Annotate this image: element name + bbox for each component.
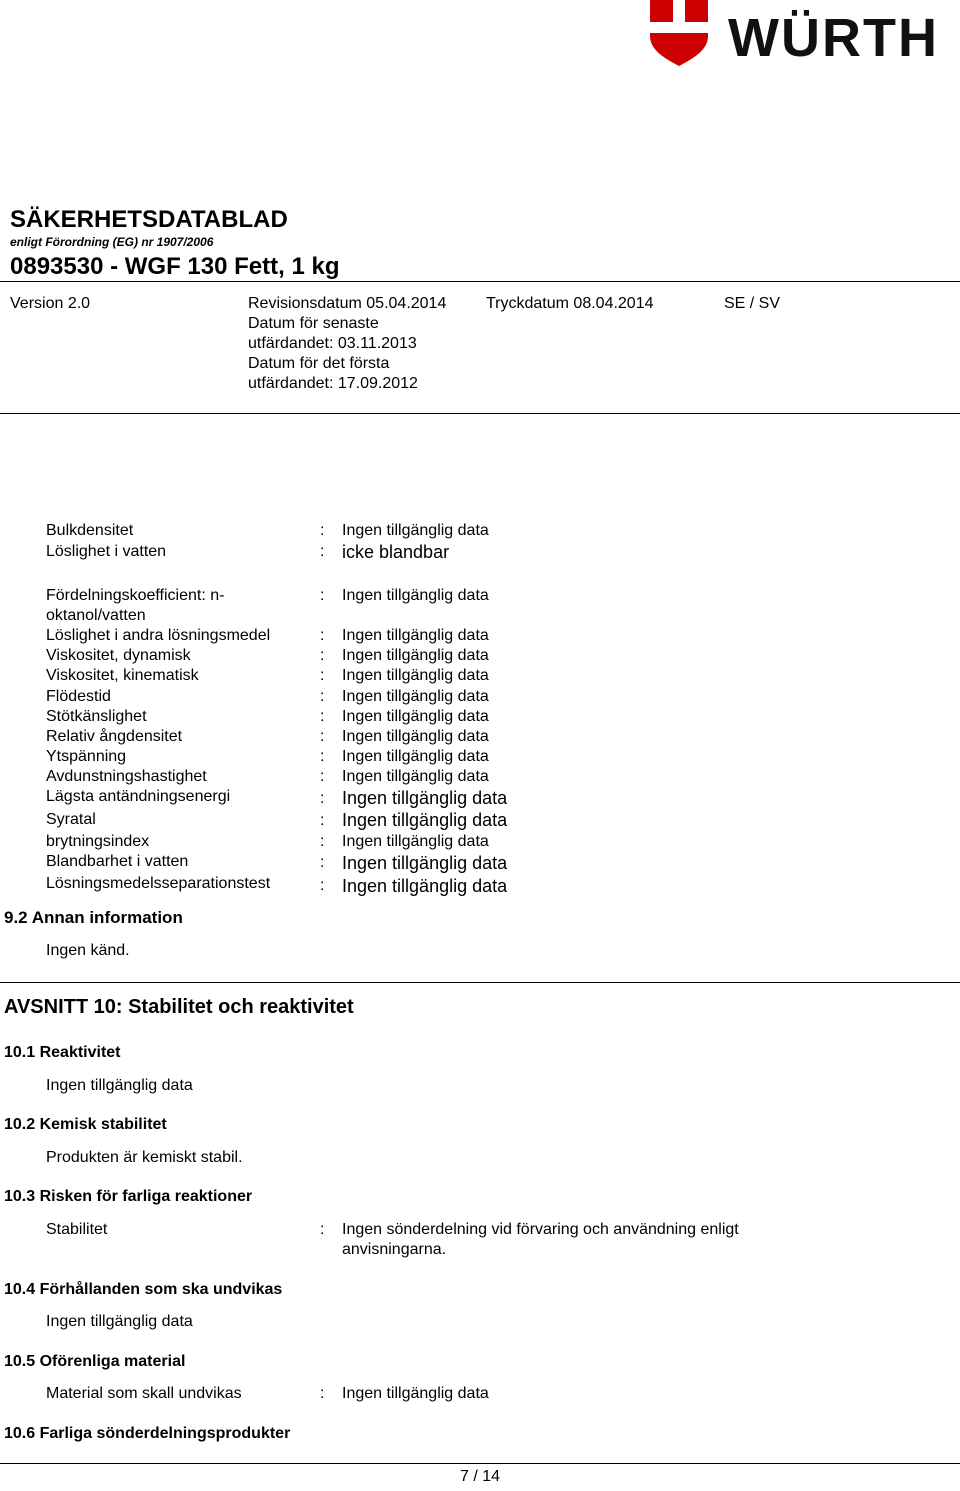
property-label: Viskositet, kinematisk [46,667,199,684]
property-label: Stötkänslighet [46,708,147,725]
property-label: Löslighet i andra lösningsmedel [46,627,271,644]
property-value: Ingen tillgänglig data [342,587,489,604]
property-value: Ingen tillgänglig data [342,647,489,664]
section-10-2-text: Produkten är kemiskt stabil. [46,1149,243,1166]
header-divider-top [0,281,960,282]
property-colon: : [320,688,325,705]
first-issue-line2: utfärdandet: 17.09.2012 [248,375,418,392]
property-value: icke blandbar [342,542,450,562]
property-value: Ingen tillgänglig data [342,833,489,850]
section-10-5-heading: 10.5 Oförenliga material [4,1353,186,1370]
section-10-5-value: Ingen tillgänglig data [342,1385,489,1402]
property-label: Löslighet i vatten [46,543,167,560]
property-label-cont: oktanol/vatten [46,607,146,624]
section-divider [0,982,960,983]
property-label: Blandbarhet i vatten [46,853,189,870]
section-10-1-heading: 10.1 Reaktivitet [4,1044,121,1061]
property-colon: : [320,728,325,745]
section-10-3-colon: : [320,1221,325,1238]
section-10-3-label: Stabilitet [46,1221,108,1238]
property-colon: : [320,708,325,725]
section-10-5-colon: : [320,1385,325,1402]
property-value: Ingen tillgänglig data [342,627,489,644]
property-colon: : [320,812,325,829]
first-issue-line1: Datum för det första [248,355,390,372]
document-title: SÄKERHETSDATABLAD [10,206,288,233]
language-code: SE / SV [724,295,781,312]
wurth-logo [648,0,960,68]
version-label: Version 2.0 [10,295,91,312]
property-value: Ingen tillgänglig data [342,853,508,873]
section-10-1-text: Ingen tillgänglig data [46,1077,193,1094]
property-label: Flödestid [46,688,111,705]
section-10-2-heading: 10.2 Kemisk stabilitet [4,1116,167,1133]
property-label: Fördelningskoefficient: n- [46,587,225,604]
property-label: Bulkdensitet [46,522,134,539]
section-10-3-value-line1: Ingen sönderdelning vid förvaring och användning enligt [342,1221,739,1238]
section-10-title: AVSNITT 10: Stabilitet och reaktivitet [4,996,354,1018]
property-label: Lösningsmedelsseparationstest [46,875,271,892]
property-value: Ingen tillgänglig data [342,788,508,808]
property-label: Viskositet, dynamisk [46,647,191,664]
property-colon: : [320,647,325,664]
property-colon: : [320,543,325,560]
property-label: Lägsta antändningsenergi [46,788,231,805]
property-label: Relativ ångdensitet [46,728,183,745]
property-colon: : [320,877,325,894]
property-colon: : [320,748,325,765]
wurth-logo-graphic [648,0,960,68]
property-value: Ingen tillgänglig data [342,810,508,830]
latest-issue-line1: Datum för senaste [248,315,379,332]
footer-divider [0,1463,960,1464]
property-colon: : [320,587,325,604]
print-date: Tryckdatum 08.04.2014 [486,295,654,312]
section-10-3-heading: 10.3 Risken för farliga reaktioner [4,1188,253,1205]
property-value: Ingen tillgänglig data [342,688,489,705]
section-10-6-heading: 10.6 Farliga sönderdelningsprodukter [4,1425,291,1442]
svg-text:WÜRTH: WÜRTH [728,8,939,68]
property-value: Ingen tillgänglig data [342,522,489,539]
property-label: Syratal [46,811,96,828]
section-10-4-heading: 10.4 Förhållanden som ska undvikas [4,1281,283,1298]
header-divider-bottom [0,413,960,414]
property-colon: : [320,790,325,807]
property-value: Ingen tillgänglig data [342,768,489,785]
property-colon: : [320,768,325,785]
property-colon: : [320,667,325,684]
section-10-5-label: Material som skall undvikas [46,1385,242,1402]
property-value: Ingen tillgänglig data [342,708,489,725]
document-subtitle: enligt Förordning (EG) nr 1907/2006 [10,235,214,249]
property-value: Ingen tillgänglig data [342,667,489,684]
page-number: 7 / 14 [459,1468,501,1485]
section-9-2-heading: 9.2 Annan information [4,908,183,927]
property-label: Ytspänning [46,748,127,765]
property-value: Ingen tillgänglig data [342,876,508,896]
property-colon: : [320,627,325,644]
property-value: Ingen tillgänglig data [342,728,489,745]
property-value: Ingen tillgänglig data [342,748,489,765]
property-colon: : [320,854,325,871]
section-10-4-text: Ingen tillgänglig data [46,1313,193,1330]
product-name: 0893530 - WGF 130 Fett, 1 kg [10,253,340,280]
property-colon: : [320,522,325,539]
latest-issue-line2: utfärdandet: 03.11.2013 [248,335,417,352]
section-10-3-value-line2: anvisningarna. [342,1241,447,1258]
revision-date: Revisionsdatum 05.04.2014 [248,295,447,312]
section-9-2-text: Ingen känd. [46,942,130,959]
property-label: Avdunstningshastighet [46,768,207,785]
revision-block [248,294,446,394]
property-label: brytningsindex [46,833,150,850]
property-colon: : [320,833,325,850]
